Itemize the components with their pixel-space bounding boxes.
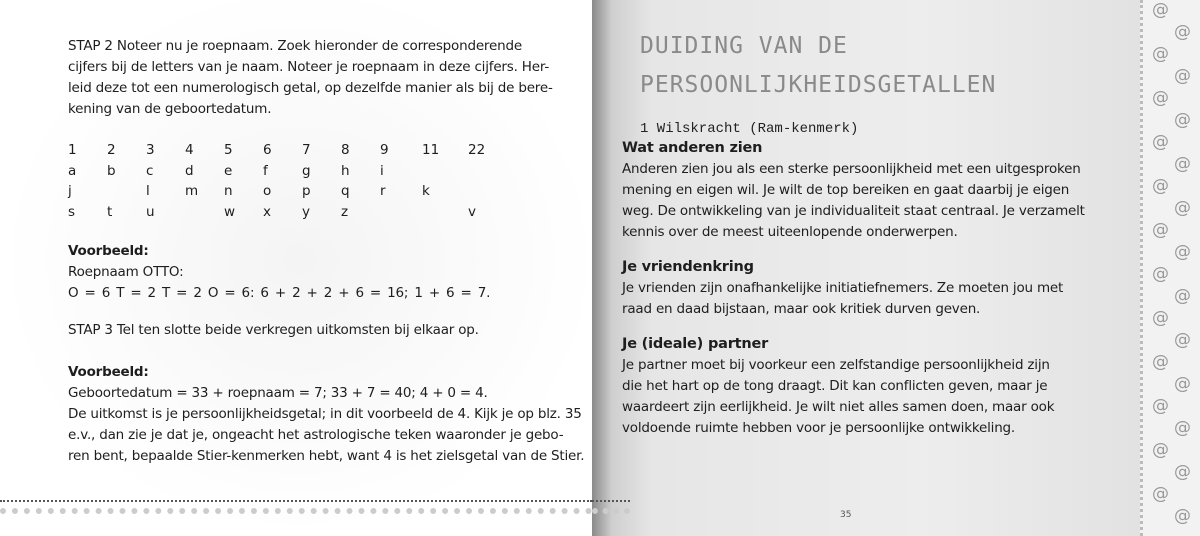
swirl-ornament-icon: @ [1174, 374, 1191, 394]
table-cell: 9 [380, 142, 389, 158]
section-subtitle: 1 Wilskracht (Ram-kenmerk) [640, 121, 859, 137]
table-cell: p [302, 183, 311, 199]
swirl-ornament-icon: @ [1152, 176, 1169, 196]
swirl-ornament-icon: @ [1152, 264, 1169, 284]
swirl-ornament-icon: @ [1174, 198, 1191, 218]
table-cell [422, 202, 468, 223]
table-cell: 6 [263, 142, 272, 158]
section [622, 138, 1085, 243]
table-cell: f [263, 162, 268, 179]
table-cell: 3 [146, 142, 155, 158]
table-row [68, 161, 507, 182]
decorative-border [1140, 0, 1200, 536]
swirl-ornament-icon: @ [1174, 506, 1191, 526]
swirl-ornament-icon: @ [1174, 110, 1191, 130]
line: De uitkomst is je persoonlijkheidsgetal; in dit voorbeeld de 4. Kijk je op blz. 35 [68, 406, 582, 422]
table-cell: 11 [422, 142, 440, 158]
table-cell [422, 161, 468, 182]
table-cell: 22 [468, 142, 486, 158]
table-cell: g [302, 162, 311, 179]
line: Je vrienden zijn onafhankelijke initiatiefnemers. Ze moeten jou met [622, 280, 1064, 296]
table-row [68, 140, 507, 161]
swirl-ornament-icon: @ [1152, 0, 1169, 20]
table-cell: r [380, 183, 386, 199]
table-cell: o [263, 183, 272, 199]
swirl-ornament-icon: @ [1174, 66, 1191, 86]
section-heading: Wat anderen zien [622, 140, 763, 156]
swirl-ornament-icon: @ [1152, 220, 1169, 240]
table-cell: e [224, 162, 233, 179]
table-cell: i [380, 162, 384, 179]
swirl-ornament-icon: @ [1152, 308, 1169, 328]
swirl-ornament-icon: @ [1174, 330, 1191, 350]
table-cell: 7 [302, 142, 311, 158]
voorbeeld-heading: Voorbeeld: [68, 364, 149, 380]
swirl-ornament-icon: @ [1152, 132, 1169, 152]
line: die het hart op de tong draagt. Dit kan conflicten geven, maar je [622, 378, 1048, 394]
line: raad en daad bijstaan, maar ook kritiek durven geven. [622, 301, 981, 317]
table-cell: h [341, 162, 350, 179]
table-cell [468, 181, 507, 202]
line: mening en eigen wil. Je wilt de top bereiken en gaat daarbij je eigen [622, 182, 1070, 198]
line: cijfers bij de letters van je naam. Noteer je roepnaam in deze cijfers. Her- [68, 59, 550, 75]
line: O = 6 T = 2 T = 2 O = 6: 6 + 2 + 2 + 6 = 16; 1 + 6 = 7. [68, 285, 491, 301]
table-row [68, 181, 507, 202]
section [622, 334, 1085, 439]
swirl-ornament-icon: @ [1152, 88, 1169, 108]
line: ren bent, bepaalde Stier-kenmerken hebt, want 4 is het zielsgetal van de Stier. [68, 448, 585, 464]
swirl-ornament-icon: @ [1174, 286, 1191, 306]
table-cell: t [107, 203, 113, 220]
sections [622, 138, 1085, 439]
table-cell: b [107, 162, 116, 179]
section-heading: Je vriendenkring [622, 259, 754, 275]
table-cell: m [185, 183, 199, 199]
line: Je partner moet bij voorkeur een zelfstandige persoonlijkheid zijn [622, 357, 1050, 373]
table-cell: 2 [107, 142, 116, 158]
table-cell: x [263, 203, 271, 220]
voorbeeld-heading: Voorbeeld: [68, 243, 149, 259]
swirl-ornament-icon: @ [1174, 242, 1191, 262]
swirl-ornament-icon: @ [1152, 484, 1169, 504]
line: waardeert zijn eerlijkheid. Je wilt niet alles samen doen, maar ook [622, 399, 1055, 415]
table-cell: d [185, 162, 194, 179]
letter-number-table [68, 140, 507, 222]
line: kennis over de meest uiteenlopende onderwerpen. [622, 224, 958, 240]
table-cell: 8 [341, 142, 350, 158]
table-cell: a [68, 162, 77, 179]
line: voldoende ruimte hebben voor je persoonlijke ontwikkeling. [622, 420, 1016, 436]
table-cell: 1 [68, 142, 77, 158]
table-cell: q [341, 183, 350, 199]
section-heading: Je (ideale) partner [622, 336, 769, 352]
line: weg. De ontwikkeling van je individualiteit staat centraal. Je verzamelt [622, 203, 1085, 219]
table-cell: 5 [224, 142, 233, 158]
table-cell: v [468, 203, 476, 220]
line: Anderen zien jou als een sterke persoonlijkheid met een uitgesproken [622, 161, 1081, 177]
swirl-ornament-icon: @ [1152, 396, 1169, 416]
swirl-ornament-icon: @ [1152, 44, 1169, 64]
section [622, 257, 1085, 320]
right-dotted-border [592, 500, 630, 514]
line: Roepnaam OTTO: [68, 264, 184, 280]
line: Geboortedatum = 33 + roepnaam = 7; 33 + 7 = 40; 4 + 0 = 4. [68, 385, 488, 401]
line: STAP 2 Noteer nu je roepnaam. Zoek hieronder de corresponderende [68, 38, 522, 54]
table-cell: w [224, 203, 236, 220]
table-cell: s [68, 203, 76, 220]
stap2-text [68, 36, 553, 120]
swirl-ornament-icon: @ [1174, 418, 1191, 438]
table-cell: l [146, 183, 150, 199]
table-cell: u [146, 203, 155, 220]
table-cell: 4 [185, 142, 194, 158]
swirl-ornament-icon: @ [1174, 22, 1191, 42]
table-cell [185, 202, 224, 223]
swirl-ornament-icon: @ [1174, 154, 1191, 174]
chapter-title-line2: PERSOONLIJKHEIDSGETALLEN [640, 72, 997, 98]
line: e.v., dan zie je dat je, ongeacht het astrologische teken waaronder je gebo- [68, 427, 564, 443]
stap3-text: STAP 3 Tel ten slotte beide verkregen uitkomsten bij elkaar op. [68, 322, 479, 338]
swirl-ornament-icon: @ [1152, 352, 1169, 372]
swirl-ornament-icon: @ [1174, 462, 1191, 482]
chapter-title-line1: DUIDING VAN DE [640, 33, 848, 59]
page-number: 35 [840, 510, 852, 520]
line: kening van de geboortedatum. [68, 101, 272, 117]
table-cell [107, 181, 146, 202]
table-cell: j [68, 183, 72, 199]
table-cell: k [422, 183, 430, 199]
table-cell [380, 202, 422, 223]
table-cell: n [224, 183, 233, 199]
swirl-ornament-icon: @ [1152, 440, 1169, 460]
table-cell: c [146, 162, 154, 179]
line: leid deze tot een numerologisch getal, op dezelfde manier als bij de bere- [68, 80, 553, 96]
table-cell: y [302, 203, 310, 220]
table-row [68, 202, 507, 223]
table-cell [468, 161, 507, 182]
table-cell: z [341, 203, 349, 220]
left-dotted-border [0, 500, 592, 514]
